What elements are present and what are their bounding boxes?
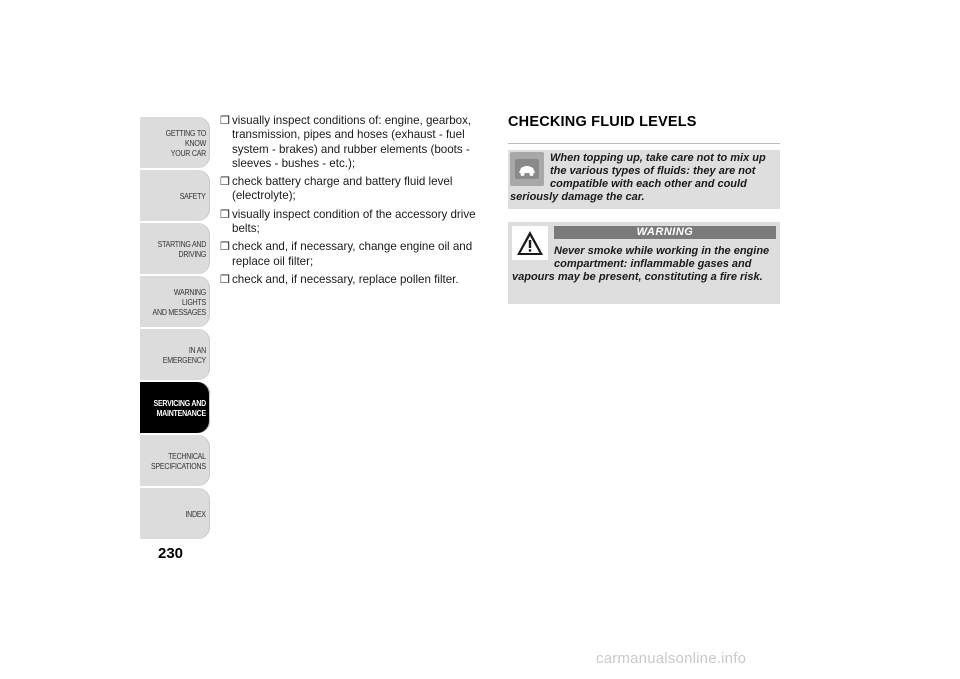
tab-starting-driving[interactable] [140,223,210,274]
tab-label: SERVICING AND MAINTENANCE [153,397,206,418]
section-title: CHECKING FLUID LEVELS [508,114,697,130]
warning-text: Never smoke while working in the engine compartment: inflammable gases and vapours may be present, constituting a fire risk. [512,245,770,283]
list-item [220,114,492,171]
tab-index[interactable] [140,488,210,539]
list-item [220,273,492,287]
chapter-tabs [140,117,210,541]
car-note-icon [510,152,544,186]
warning-triangle-icon [512,226,548,260]
tab-label: STARTING AND DRIVING [157,238,206,259]
checkbox-icon: ❒ [220,115,230,127]
tab-servicing-maintenance[interactable] [140,382,210,433]
list-item [220,208,492,237]
warning-box [508,222,780,304]
maintenance-checklist [220,114,492,291]
note-text: When topping up, take care not to mix up the various types of fluids: they are not compatible with each other and could seriously damage the car. [510,152,766,203]
checkbox-icon: ❒ [220,176,230,189]
list-item-text: check battery charge and battery fluid level (electrolyte); [232,175,453,203]
tab-label: WARNING LIGHTS AND MESSAGES [152,286,206,317]
tab-getting-to-know[interactable] [140,117,210,168]
tab-label: GETTING TO KNOW YOUR CAR [165,127,206,158]
list-item [220,240,492,269]
list-item-text: check and, if necessary, change engine oil and replace oil filter; [232,240,473,268]
list-item-text: visually inspect conditions of: engine, gearbox, transmission, pipes and hoses (exhaust - fuel system - brakes) and rubber elements (boots - sleeves - bushes - etc.); [232,114,472,170]
checkbox-icon: ❒ [220,208,230,221]
tab-label: SAFETY [180,190,206,201]
tab-label: IN AN EMERGENCY [162,344,206,365]
note-box [508,150,780,209]
list-item [220,175,492,204]
watermark: carmanualsonline.info [596,650,747,667]
tab-label: INDEX [185,508,206,519]
list-item-text: check and, if necessary, replace pollen filter. [232,272,459,286]
tab-safety[interactable] [140,170,210,221]
tab-emergency[interactable] [140,329,210,380]
warning-header: WARNING [554,226,776,239]
tab-warning-lights[interactable] [140,276,210,327]
checkbox-icon: ❒ [220,241,230,254]
checkbox-icon: ❒ [220,273,230,286]
section-divider [508,143,780,144]
tab-technical-specifications[interactable] [140,435,210,486]
page-number: 230 [158,545,184,562]
tab-label: TECHNICAL SPECIFICATIONS [151,450,206,471]
list-item-text: visually inspect condition of the accessory drive belts; [232,207,476,236]
